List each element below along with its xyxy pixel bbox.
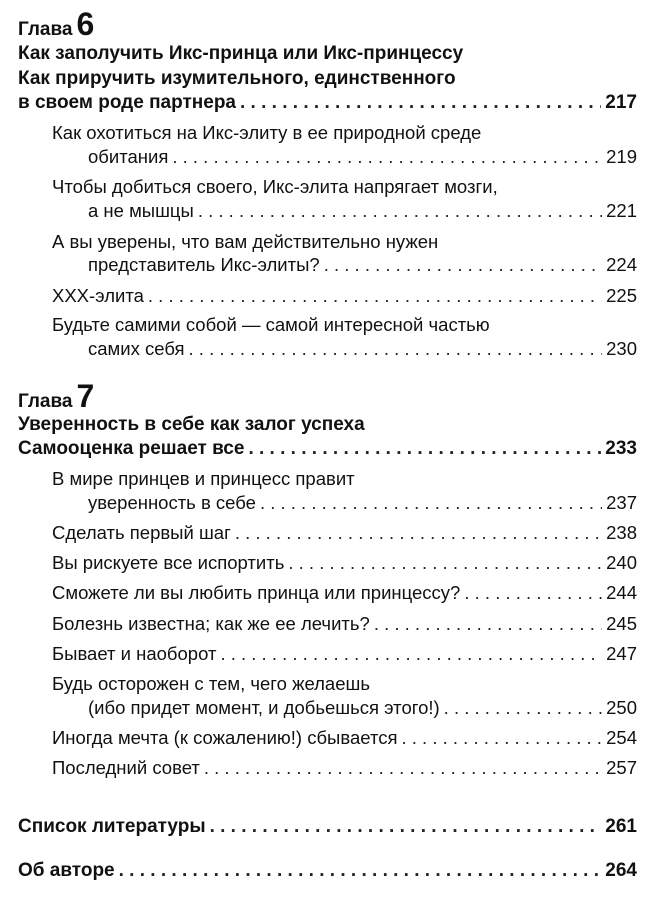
dot-leader (464, 582, 602, 604)
toc-entry-label: представитель Икс-элиты? (88, 254, 320, 275)
toc-page-number: 219 (606, 146, 637, 167)
chapter-6-title: Как заполучить Икс-принца или Икс-принцессу (18, 43, 464, 64)
dot-leader (235, 522, 602, 544)
chapter-6-main-line1: Как приручить изумительного, единственного (18, 68, 456, 89)
toc-page-number: 221 (606, 200, 637, 221)
toc-entry-label: (ибо придет момент, и добьешься этого!) (88, 697, 440, 718)
toc-page-number: 238 (606, 522, 637, 543)
chapter-number: 7 (76, 378, 95, 414)
toc-entry[interactable] (52, 522, 637, 544)
toc-entry-label: Иногда мечта (к сожалению!) сбывается (52, 727, 398, 748)
toc-page-number: 257 (606, 757, 637, 778)
chapter-6-heading (18, 8, 94, 40)
toc-entry-label: Список литературы (18, 816, 206, 837)
toc-page-number: 217 (605, 92, 637, 113)
chapter-label: Глава (18, 391, 73, 412)
toc-entry-label: Бывает и наоборот (52, 643, 217, 664)
dot-leader (240, 92, 601, 114)
toc-entry-label: Сможете ли вы любить принца или принцессу? (52, 582, 461, 603)
toc-page-number: 240 (606, 552, 637, 573)
dot-leader (324, 254, 602, 276)
toc-page-number: 225 (606, 285, 637, 306)
toc-page-number: 250 (606, 697, 637, 718)
toc-entry[interactable] (88, 492, 637, 514)
toc-entry-line1: Чтобы добиться своего, Икс-элита напрягает мозги, (52, 176, 498, 197)
toc-entry[interactable] (52, 552, 637, 574)
toc-entry[interactable] (88, 200, 637, 222)
toc-page-number: 254 (606, 727, 637, 748)
dot-leader (148, 285, 602, 307)
toc-page-number: 224 (606, 254, 637, 275)
toc-entry[interactable] (52, 757, 637, 779)
toc-entry-chapter-6-main[interactable] (18, 92, 637, 114)
dot-leader (288, 552, 602, 574)
toc-entry-label: обитания (88, 146, 169, 167)
dot-leader (198, 200, 602, 222)
toc-entry-about-author[interactable] (18, 860, 637, 882)
chapter-7-heading (18, 380, 94, 412)
toc-entry[interactable] (52, 613, 637, 635)
toc-page-number: 245 (606, 613, 637, 634)
toc-page-number: 230 (606, 338, 637, 359)
dot-leader (401, 727, 602, 749)
toc-entry[interactable] (52, 643, 637, 665)
toc-entry-line1: А вы уверены, что вам действительно нужен (52, 231, 439, 252)
toc-page-number: 261 (605, 816, 637, 837)
toc-entry[interactable] (88, 338, 637, 360)
toc-page-number: 264 (605, 860, 637, 881)
dot-leader (189, 338, 603, 360)
toc-entry-line1: Как охотиться на Икс-элиту в ее природной среде (52, 122, 482, 143)
toc-entry-line1: В мире принцев и принцесс правит (52, 468, 355, 489)
dot-leader (260, 492, 602, 514)
toc-entry-label: в своем роде партнера (18, 92, 236, 113)
dot-leader (210, 816, 602, 838)
toc-entry[interactable] (52, 727, 637, 749)
toc-entry-label: Сделать первый шаг (52, 522, 231, 543)
toc-entry[interactable] (88, 697, 637, 719)
dot-leader (374, 613, 602, 635)
dot-leader (204, 757, 602, 779)
chapter-7-title: Уверенность в себе как залог успеха (18, 414, 365, 435)
toc-entry[interactable] (52, 285, 637, 307)
toc-entry-label: XXX-элита (52, 285, 144, 306)
toc-entry-bibliography[interactable] (18, 816, 637, 838)
dot-leader (444, 697, 602, 719)
toc-entry-label: Самооценка решает все (18, 438, 245, 459)
toc-entry-label: Об авторе (18, 860, 115, 881)
dot-leader (119, 860, 602, 882)
toc-entry-label: самих себя (88, 338, 185, 359)
toc-page-number: 247 (606, 643, 637, 664)
toc-page-number: 244 (606, 582, 637, 603)
toc-entry-label: а не мышцы (88, 200, 194, 221)
toc-entry-line1: Будь осторожен с тем, чего желаешь (52, 673, 370, 694)
toc-entry-label: Болезнь известна; как же ее лечить? (52, 613, 370, 634)
toc-entry-label: Последний совет (52, 757, 200, 778)
toc-page-number: 237 (606, 492, 637, 513)
toc-entry-label: Вы рискуете все испортить (52, 552, 285, 573)
toc-page-number: 233 (605, 438, 637, 459)
toc-entry-chapter-7-main[interactable] (18, 438, 637, 460)
chapter-number: 6 (76, 6, 95, 42)
toc-entry-label: уверенность в себе (88, 492, 256, 513)
toc-entry[interactable] (88, 254, 637, 276)
dot-leader (248, 438, 601, 460)
toc-entry-line1: Будьте самими собой — самой интересной частью (52, 314, 490, 335)
toc-entry[interactable] (52, 582, 637, 604)
chapter-label: Глава (18, 19, 73, 40)
dot-leader (172, 146, 602, 168)
dot-leader (220, 643, 602, 665)
toc-entry[interactable] (88, 146, 637, 168)
